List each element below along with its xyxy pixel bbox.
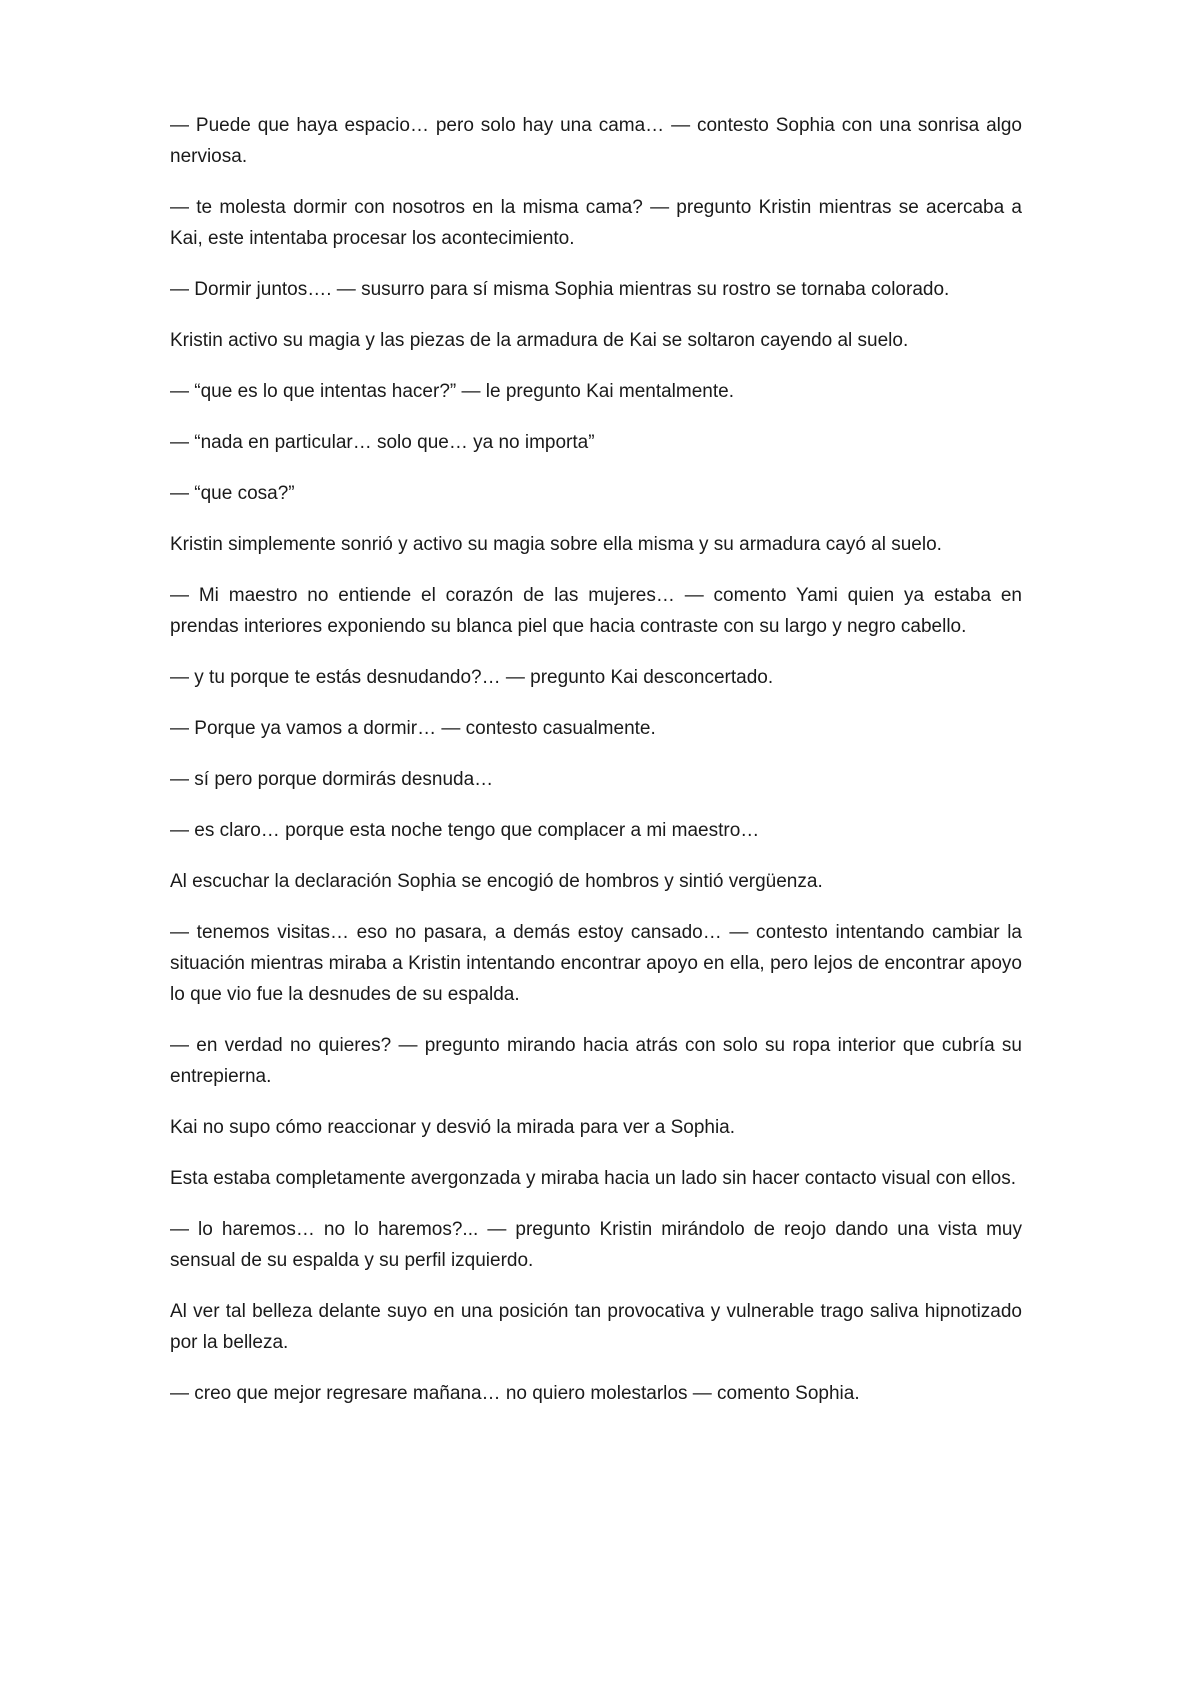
paragraph-14: Al escuchar la declaración Sophia se encogió de hombros y sintió vergüenza.: [170, 871, 823, 892]
paragraph-21: — creo que mejor regresare mañana… no quiero molestarlos — comento Sophia.: [170, 1383, 860, 1404]
paragraph-12: — sí pero porque dormirás desnuda…: [170, 769, 494, 790]
paragraph-4: Kristin activo su magia y las piezas de la armadura de Kai se soltaron cayendo al suelo.: [170, 330, 909, 351]
paragraph-9: — Mi maestro no entiende el corazón de las mujeres… — comento Yami quien ya estaba en prendas interiores exponiendo su blanca piel que hacia contraste con su largo y negro cabello.: [170, 585, 1022, 637]
paragraph-17: Kai no supo cómo reaccionar y desvió la mirada para ver a Sophia.: [170, 1117, 736, 1138]
paragraph-15: — tenemos visitas… eso no pasara, a demás estoy cansado… — contesto intentando cambiar la situación mientras miraba a Kristin intentando encontrar apoyo en ella, pero lejos de encontrar apoyo lo que vio fue la desnudes de su espalda.: [170, 922, 1022, 1005]
paragraph-7: — “que cosa?”: [170, 483, 295, 504]
paragraph-8: Kristin simplemente sonrió y activo su magia sobre ella misma y su armadura cayó al suelo.: [170, 534, 942, 555]
paragraph-2: — te molesta dormir con nosotros en la misma cama? — pregunto Kristin mientras se acercaba a Kai, este intentaba procesar los acontecimiento.: [170, 197, 1022, 249]
body-text: [170, 110, 1022, 1429]
paragraph-3: — Dormir juntos…. — susurro para sí misma Sophia mientras su rostro se tornaba colorado.: [170, 279, 950, 300]
paragraph-1: — Puede que haya espacio… pero solo hay una cama… — contesto Sophia con una sonrisa algo nerviosa.: [170, 115, 1022, 167]
paragraph-5: — “que es lo que intentas hacer?” — le pregunto Kai mentalmente.: [170, 381, 734, 402]
paragraph-19: — lo haremos… no lo haremos?... — pregunto Kristin mirándolo de reojo dando una vista muy sensual de su espalda y su perfil izquierdo.: [170, 1219, 1022, 1271]
paragraph-16: — en verdad no quieres? — pregunto mirando hacia atrás con solo su ropa interior que cubría su entrepierna.: [170, 1035, 1022, 1087]
paragraph-10: — y tu porque te estás desnudando?… — pregunto Kai desconcertado.: [170, 667, 774, 688]
paragraph-13: — es claro… porque esta noche tengo que complacer a mi maestro…: [170, 820, 760, 841]
paragraph-11: — Porque ya vamos a dormir… — contesto casualmente.: [170, 718, 656, 739]
paragraph-18: Esta estaba completamente avergonzada y miraba hacia un lado sin hacer contacto visual con ellos.: [170, 1168, 1016, 1189]
paragraph-20: Al ver tal belleza delante suyo en una posición tan provocativa y vulnerable trago saliva hipnotizado por la belleza.: [170, 1301, 1022, 1353]
paragraph-6: — “nada en particular… solo que… ya no importa”: [170, 432, 595, 453]
